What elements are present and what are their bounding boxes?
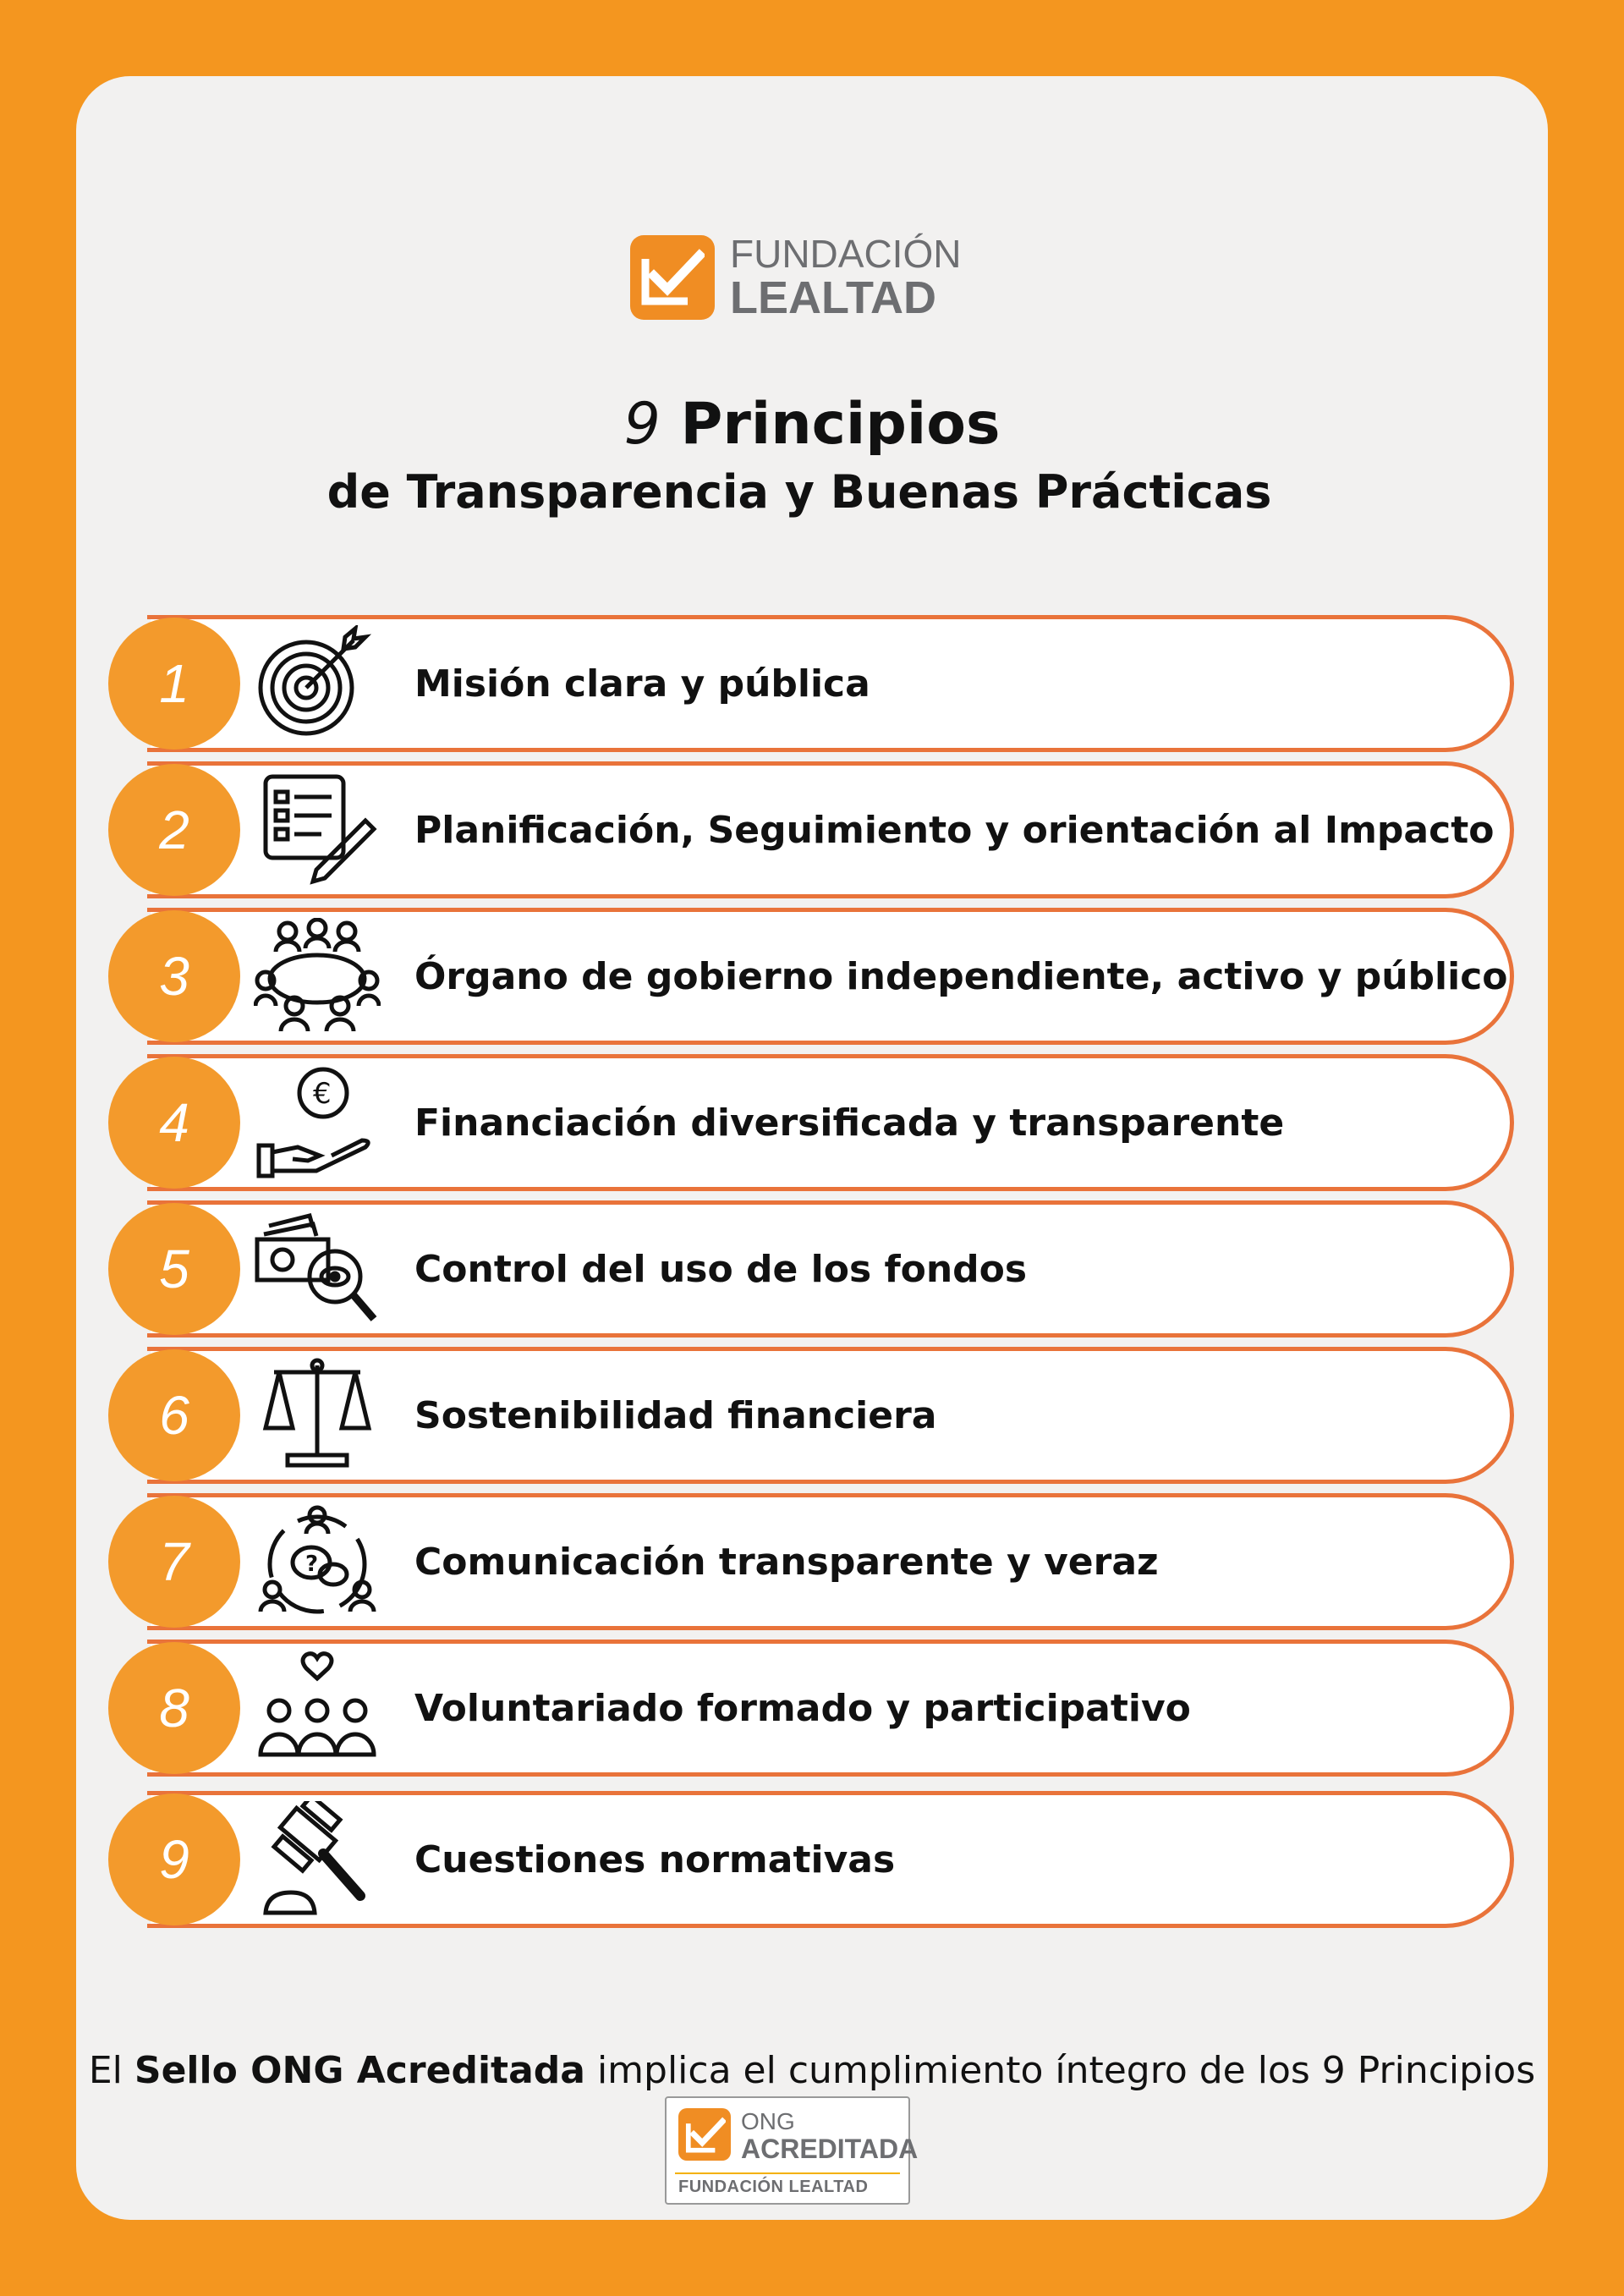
principle-row bbox=[108, 1791, 1514, 1928]
principle-row bbox=[108, 1347, 1514, 1484]
principle-label: Voluntariado formado y participativo bbox=[414, 1686, 1191, 1730]
check-badge-icon bbox=[630, 235, 715, 320]
principle-label: Misión clara y pública bbox=[414, 662, 870, 706]
title-word: Principios bbox=[680, 391, 1001, 458]
principle-number-badge: 1 bbox=[108, 618, 240, 750]
fundacion-lealtad-logo bbox=[630, 234, 961, 321]
checklist-pencil-icon bbox=[254, 772, 381, 888]
principle-label: Cuestiones normativas bbox=[414, 1837, 896, 1881]
target-icon bbox=[254, 625, 381, 742]
principle-number-badge: 6 bbox=[108, 1349, 240, 1481]
principle-number-badge: 3 bbox=[108, 910, 240, 1042]
seal-divider bbox=[675, 2172, 900, 2174]
balance-scale-icon bbox=[254, 1357, 381, 1474]
principle-row bbox=[108, 1493, 1514, 1630]
principle-row bbox=[108, 1200, 1514, 1338]
principle-row bbox=[108, 615, 1514, 752]
principle-label: Sostenibilidad financiera bbox=[414, 1393, 937, 1437]
principle-row bbox=[108, 908, 1514, 1045]
seal-line1: ONG bbox=[741, 2108, 795, 2134]
principle-number-badge: 4 bbox=[108, 1057, 240, 1189]
footer-statement bbox=[0, 2049, 1624, 2092]
page-subtitle: de Transparencia y Buenas Prácticas bbox=[326, 465, 1272, 519]
principle-number-badge: 2 bbox=[108, 764, 240, 896]
principle-row bbox=[108, 1054, 1514, 1191]
principle-number-badge: 7 bbox=[108, 1496, 240, 1628]
money-magnifier-icon bbox=[254, 1211, 381, 1327]
ong-acreditada-seal bbox=[665, 2096, 919, 2205]
svg-text:?: ? bbox=[305, 1552, 319, 1577]
principle-row bbox=[108, 761, 1514, 898]
title-number: 9 bbox=[623, 391, 661, 458]
principle-number-badge: 5 bbox=[108, 1203, 240, 1335]
logo-line2: LEALTAD bbox=[730, 272, 936, 323]
logo-line1: FUNDACIÓN bbox=[730, 232, 962, 276]
seal-line3: FUNDACIÓN LEALTAD bbox=[678, 2178, 869, 2196]
gavel-icon bbox=[254, 1801, 381, 1918]
principle-label: Financiación diversificada y transparente bbox=[414, 1101, 1285, 1145]
seal-line2: ACREDITADA bbox=[741, 2134, 919, 2164]
svg-text:€: € bbox=[313, 1077, 332, 1111]
hand-euro-coin-icon bbox=[254, 1064, 381, 1181]
principle-label: Planificación, Seguimiento y orientación al Impacto bbox=[414, 808, 1495, 852]
check-badge-icon bbox=[678, 2108, 731, 2161]
footer-text-before: El bbox=[88, 2049, 134, 2092]
principle-label: Control del uso de los fondos bbox=[414, 1247, 1028, 1291]
principle-number-badge: 8 bbox=[108, 1642, 240, 1774]
principle-label: Órgano de gobierno independiente, activo y público bbox=[414, 954, 1508, 998]
communication-people-icon bbox=[254, 1503, 381, 1620]
principle-label: Comunicación transparente y veraz bbox=[414, 1540, 1159, 1584]
principle-number-badge: 9 bbox=[108, 1793, 240, 1925]
footer-text-bold: Sello ONG Acreditada bbox=[134, 2049, 585, 2092]
principle-row bbox=[108, 1640, 1514, 1777]
meeting-table-icon bbox=[254, 918, 381, 1035]
page-title bbox=[0, 391, 1624, 458]
volunteers-heart-icon bbox=[254, 1650, 381, 1766]
footer-text-after: implica el cumplimiento íntegro de los 9 Principios bbox=[584, 2049, 1536, 2092]
